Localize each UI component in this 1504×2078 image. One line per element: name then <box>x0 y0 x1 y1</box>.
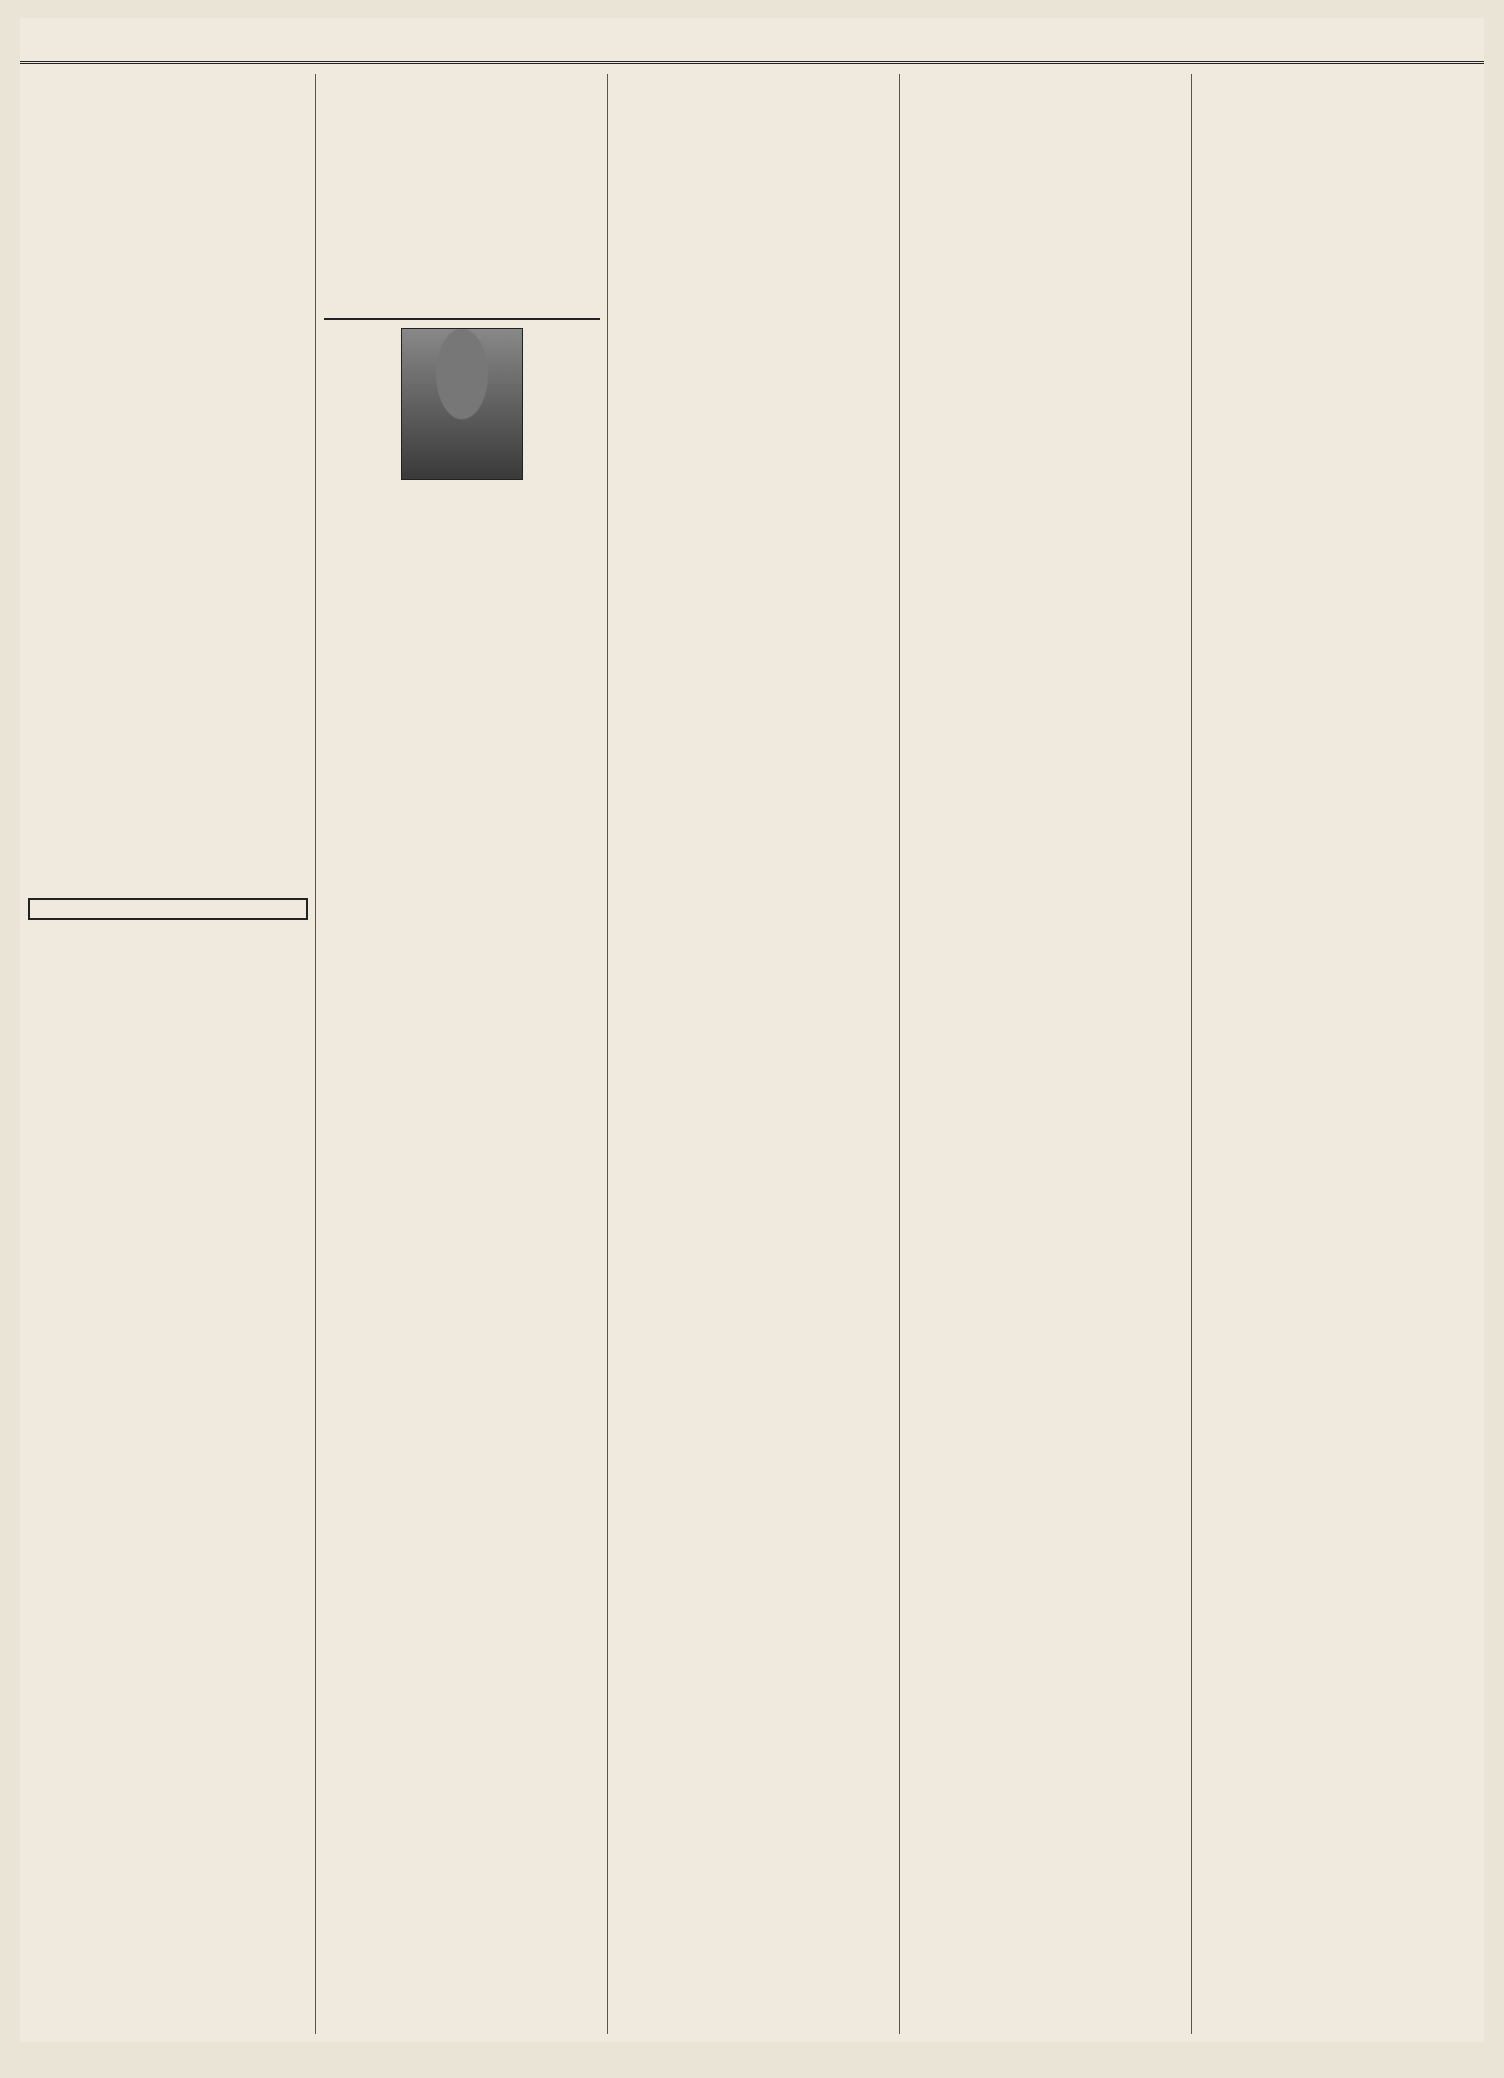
column-rule <box>899 74 900 2034</box>
column-senate <box>1194 74 1484 2034</box>
column-notices <box>22 74 314 2034</box>
column-two <box>902 74 1190 2034</box>
advert-box <box>28 898 308 920</box>
column-three <box>610 74 898 2034</box>
divider <box>324 318 600 320</box>
column-rule <box>607 74 608 2034</box>
newspaper-page <box>20 18 1484 2042</box>
column-rule <box>315 74 316 2034</box>
masthead <box>20 18 1484 64</box>
column-four <box>318 74 606 2034</box>
portrait-photo <box>401 328 523 480</box>
column-rule <box>1191 74 1192 2034</box>
